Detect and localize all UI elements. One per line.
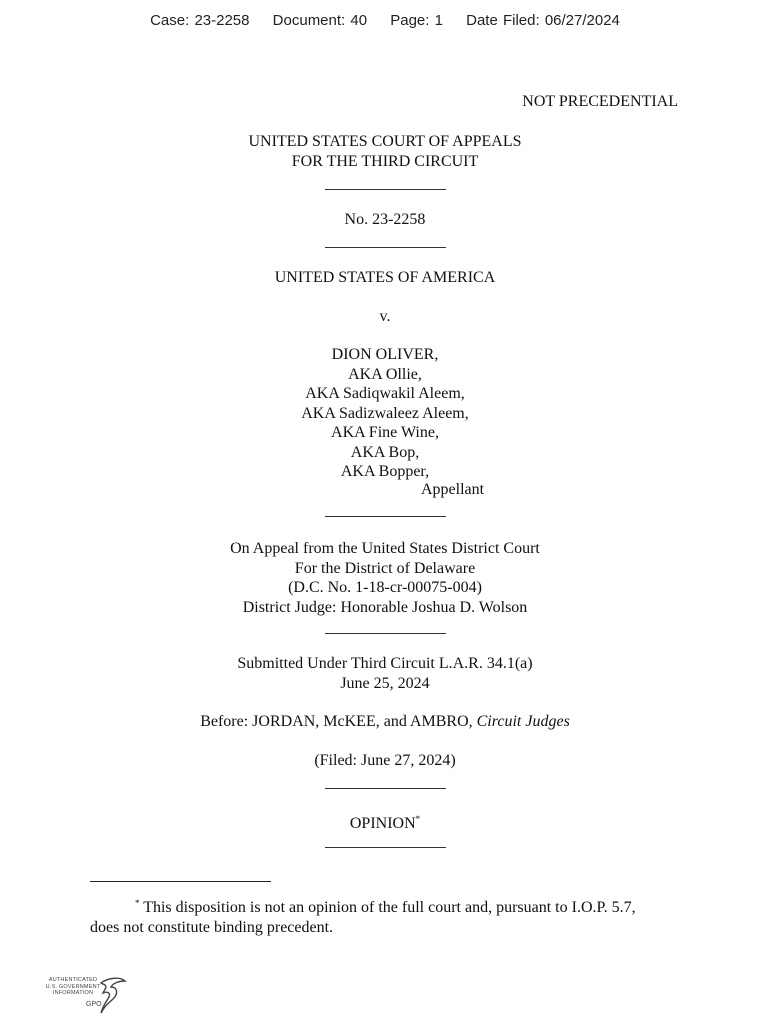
footnote-ref: * <box>415 814 421 824</box>
case-number: Case: 23-2258 <box>150 12 250 29</box>
court-name-line1: UNITED STATES COURT OF APPEALS <box>248 133 522 150</box>
panel-judges-title: Circuit Judges <box>476 713 570 730</box>
date-filed: Date Filed: 06/27/2024 <box>466 12 620 29</box>
appeal-info-line2: For the District of Delaware <box>294 559 476 577</box>
opinion-label: OPINION <box>349 815 416 832</box>
filed-date: (Filed: June 27, 2024) <box>314 752 456 769</box>
divider <box>325 247 446 248</box>
opinion-heading <box>0 810 770 834</box>
submission-info <box>0 654 770 693</box>
submission-line1: Submitted Under Third Circuit L.A.R. 34.1(a) <box>237 655 533 672</box>
plaintiff: UNITED STATES OF AMERICA <box>274 269 496 286</box>
docket-number: No. 23-2258 <box>344 211 426 228</box>
defendant-alias: AKA Bopper, <box>340 463 430 480</box>
appeal-info-line3: (D.C. No. 1-18-cr-00075-004) <box>288 579 482 596</box>
not-precedential-label: NOT PRECEDENTIAL <box>522 93 678 110</box>
gpo-logo-text: AUTHENTICATED U.S. GOVERNMENT INFORMATION <box>45 977 101 996</box>
defendant-block <box>0 345 770 482</box>
divider <box>325 516 446 517</box>
footnote-marker: * <box>135 898 140 908</box>
divider <box>325 633 446 634</box>
footnote-line1: This disposition is not an opinion of the full court and, pursuant to I.O.P. 5.7, <box>139 899 636 916</box>
submission-date: June 25, 2024 <box>340 674 430 692</box>
court-name <box>0 132 770 171</box>
appeal-info <box>0 539 770 617</box>
document-number: Document: 40 <box>272 12 368 29</box>
defendant-alias: AKA Ollie, <box>348 365 422 383</box>
versus: v. <box>379 308 391 325</box>
appellant-role: Appellant <box>421 481 485 498</box>
footnote <box>90 893 690 938</box>
panel-judges-names: Before: JORDAN, McKEE, and AMBRO, <box>200 713 477 730</box>
defendant-alias: AKA Bop, <box>350 443 420 461</box>
appeal-info-line4: District Judge: Honorable Joshua D. Wolson <box>242 598 528 616</box>
court-name-line2: FOR THE THIRD CIRCUIT <box>291 152 479 170</box>
eagle-icon <box>97 975 127 1017</box>
divider <box>325 788 446 789</box>
appeal-info-line1: On Appeal from the United States District Court <box>230 540 540 557</box>
page-number: Page: 1 <box>390 12 443 29</box>
defendant-alias: AKA Fine Wine, <box>331 424 439 441</box>
footnote-line2: does not constitute binding precedent. <box>90 919 334 936</box>
defendant-name: DION OLIVER, <box>331 346 439 363</box>
divider <box>325 847 446 848</box>
footnote-separator <box>90 881 271 882</box>
panel-judges <box>0 712 770 732</box>
defendant-alias: AKA Sadizwaleez Aleem, <box>301 404 469 422</box>
gpo-authentication-logo <box>42 973 132 1019</box>
gpo-logo-mark: GPO <box>86 1001 102 1008</box>
defendant-alias: AKA Sadiqwakil Aleem, <box>305 385 465 402</box>
divider <box>325 189 446 190</box>
filing-header <box>0 12 770 29</box>
